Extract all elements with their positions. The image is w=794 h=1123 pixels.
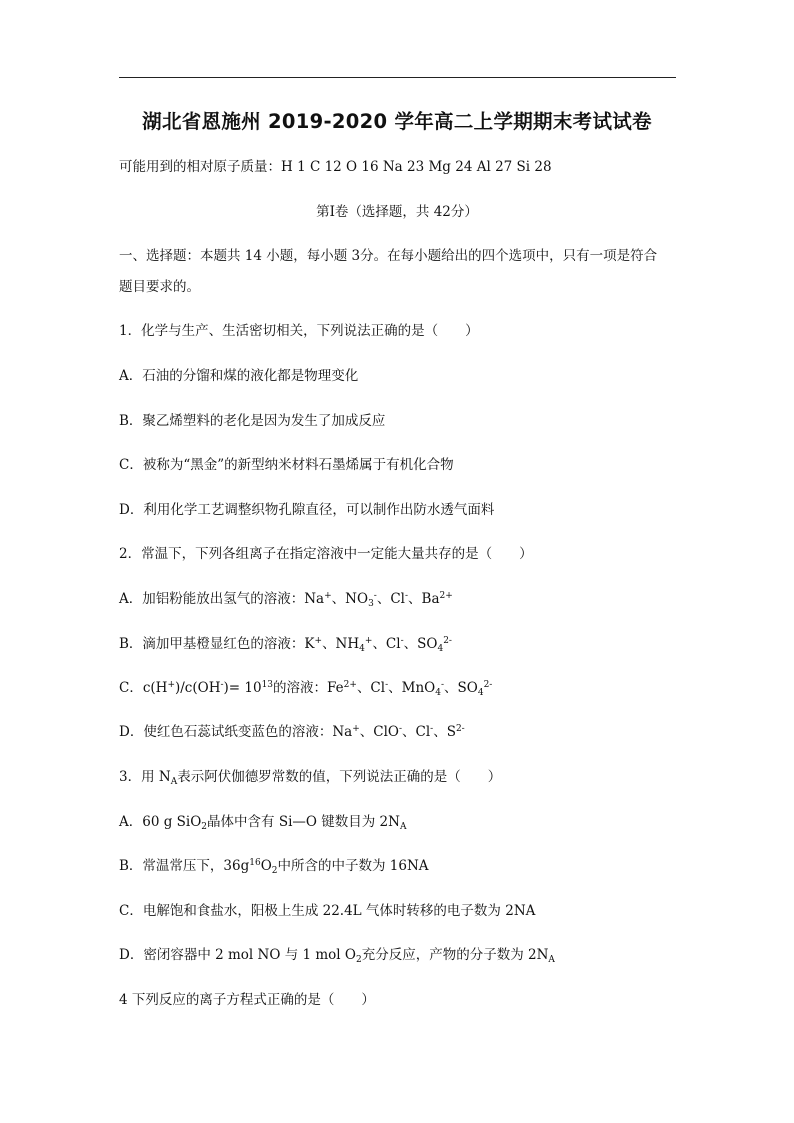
q1-option-a: A．石油的分馏和煤的液化都是物理变化 <box>119 368 359 384</box>
q1-option-b: B．聚乙烯塑料的老化是因为发生了加成反应 <box>119 413 386 429</box>
q2-option-b: B．滴加甲基橙显红色的溶液：K+、$NH_4^+$、Cl-、$SO_4^{2-}$ <box>119 636 452 654</box>
q3-option-c: C．电解饱和食盐水，阳极上生成 22.4L 气体时转移的电子数为 2NA <box>119 903 536 919</box>
instructions-line-2: 题目要求的。 <box>119 279 200 295</box>
section-heading: 第Ⅰ卷（选择题，共 42分） <box>316 204 478 220</box>
q2-option-d: D．使红色石蕊试纸变蓝色的溶液：Na+、ClO-、Cl-、$S^{2-}$ <box>119 724 465 740</box>
q3-option-a: A．60 g SiO$_2$晶体中含有 Si—O 键数目为 $2N_A$ <box>119 814 407 832</box>
header-rule <box>119 77 676 78</box>
q2-option-a: A．加铝粉能放出氢气的溶液：Na+、$NO_3^-$、Cl-、$Ba^{2+}$ <box>119 591 453 609</box>
q3-stem: 3．用 $N_A$表示阿伏伽德罗常数的值，下列说法正确的是（ ） <box>119 769 502 787</box>
q2-option-c: C．$c(H^+)/c(OH^-)= 10^{13}$的溶液：$Fe^{2+}$、Cl-、MnO$_4$-、$SO_4^{2-}$ <box>119 680 493 698</box>
atomic-masses: 可能用到的相对原子质量：H 1 C 12 O 16 Na 23 Mg 24 Al 27 Si 28 <box>119 159 552 175</box>
page-title: 湖北省恩施州 2019-2020 学年高二上学期期末考试试卷 <box>142 110 652 133</box>
q1-option-d: D．利用化学工艺调整织物孔隙直径，可以制作出防水透气面料 <box>119 502 495 518</box>
q2-stem: 2．常温下，下列各组离子在指定溶液中一定能大量共存的是（ ） <box>119 546 533 562</box>
q1-option-c: C．被称为“黑金”的新型纳米材料石墨烯属于有机化合物 <box>119 457 454 473</box>
q1-stem: 1．化学与生产、生活密切相关，下列说法正确的是（ ） <box>119 323 479 339</box>
q4-stem: 4 下列反应的离子方程式正确的是（ ） <box>119 992 375 1008</box>
q3-option-b: B．常温常压下，$36g^{16}O_2$中所含的中子数为 16NA <box>119 858 429 876</box>
instructions-line-1: 一、选择题：本题共 14 小题，每小题 3分。在每小题给出的四个选项中，只有一项是符合 <box>119 248 658 264</box>
q3-option-d: D．密闭容器中 2 mol NO 与 1 mol $O_2$充分反应，产物的分子数为 $2N_A$ <box>119 947 555 965</box>
